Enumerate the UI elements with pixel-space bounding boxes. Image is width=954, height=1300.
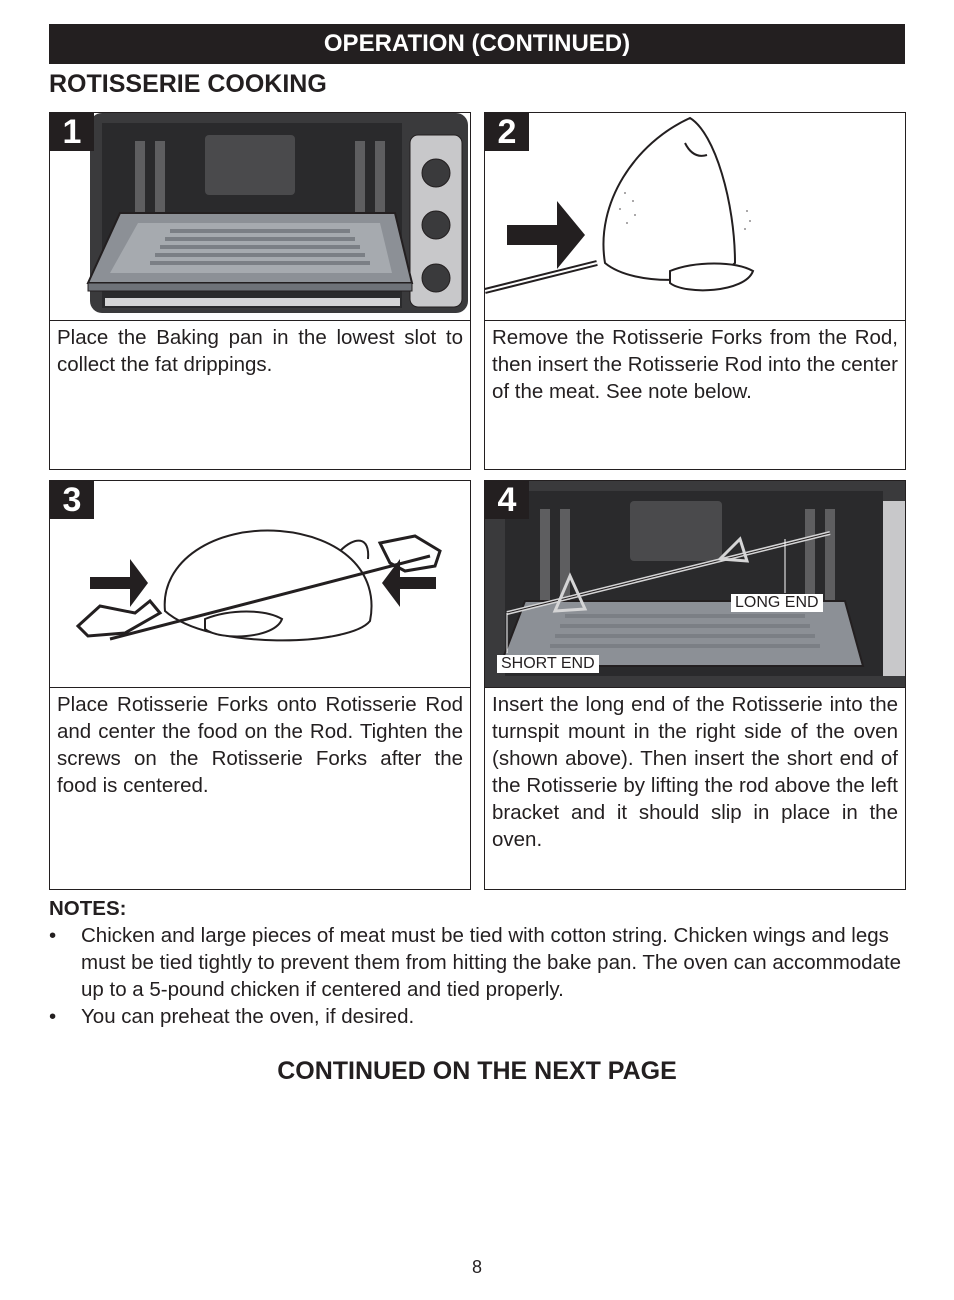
notes-title: NOTES:: [49, 897, 127, 920]
step-2-illustration: [485, 113, 905, 321]
step-1-number: 1: [50, 113, 94, 151]
note-text: You can preheat the oven, if desired.: [81, 1005, 415, 1028]
step-3-text: Place Rotisserie Forks onto Rotisserie Rod and center the food on the Rod. Tighten the screws on the Rotisserie Forks after the food is centered.: [57, 693, 463, 797]
continued-next-page: CONTINUED ON THE NEXT PAGE: [277, 1057, 677, 1085]
step-3-panel: [49, 480, 471, 890]
note-bullet: •: [49, 924, 57, 947]
short-end-label: SHORT END: [497, 655, 599, 673]
section-header-bar: [49, 24, 905, 64]
step-3-number: 3: [50, 481, 94, 519]
section-title: ROTISSERIE COOKING: [49, 70, 327, 98]
notes-list: [49, 922, 905, 1030]
step-4-illustration: [485, 481, 905, 688]
meat-and-rod-image: [485, 113, 905, 320]
oven-with-baking-pan-image: [50, 113, 470, 320]
note-text: Chicken and large pieces of meat must be tied with cotton string. Chicken wings and legs must be tied tightly to prevent them from hitting the bake pan. The oven can accommodate up to a 5-pound chicken if centered and tied properly.: [81, 924, 902, 1001]
note-item: [49, 1003, 905, 1030]
note-bullet: •: [49, 1005, 57, 1028]
step-1-panel: [49, 112, 471, 470]
step-4-number: 4: [485, 481, 529, 519]
step-3-illustration: [50, 481, 470, 688]
chicken-on-rotisserie-image: [50, 481, 470, 687]
step-2-number: 2: [485, 113, 529, 151]
header-title: OPERATION (CONTINUED): [323, 30, 631, 57]
step-1-text: Place the Baking pan in the lowest slot to collect the fat drippings.: [57, 326, 463, 376]
step-4-panel: [484, 480, 906, 890]
long-end-label: LONG END: [731, 594, 823, 612]
step-2-panel: [484, 112, 906, 470]
step-2-text: Remove the Rotisserie Forks from the Rod, then insert the Rotisserie Rod into the center of the meat. See note below.: [492, 326, 898, 403]
note-item: [49, 922, 905, 1003]
step-1-illustration: [50, 113, 470, 321]
page-number: 8: [471, 1257, 482, 1277]
step-4-text: Insert the long end of the Rotisserie into the turnspit mount in the right side of the oven (shown above). Then insert the short end of the Rotisserie by lifting the rod above the left bracket and it should slip in place in the oven.: [492, 693, 898, 851]
